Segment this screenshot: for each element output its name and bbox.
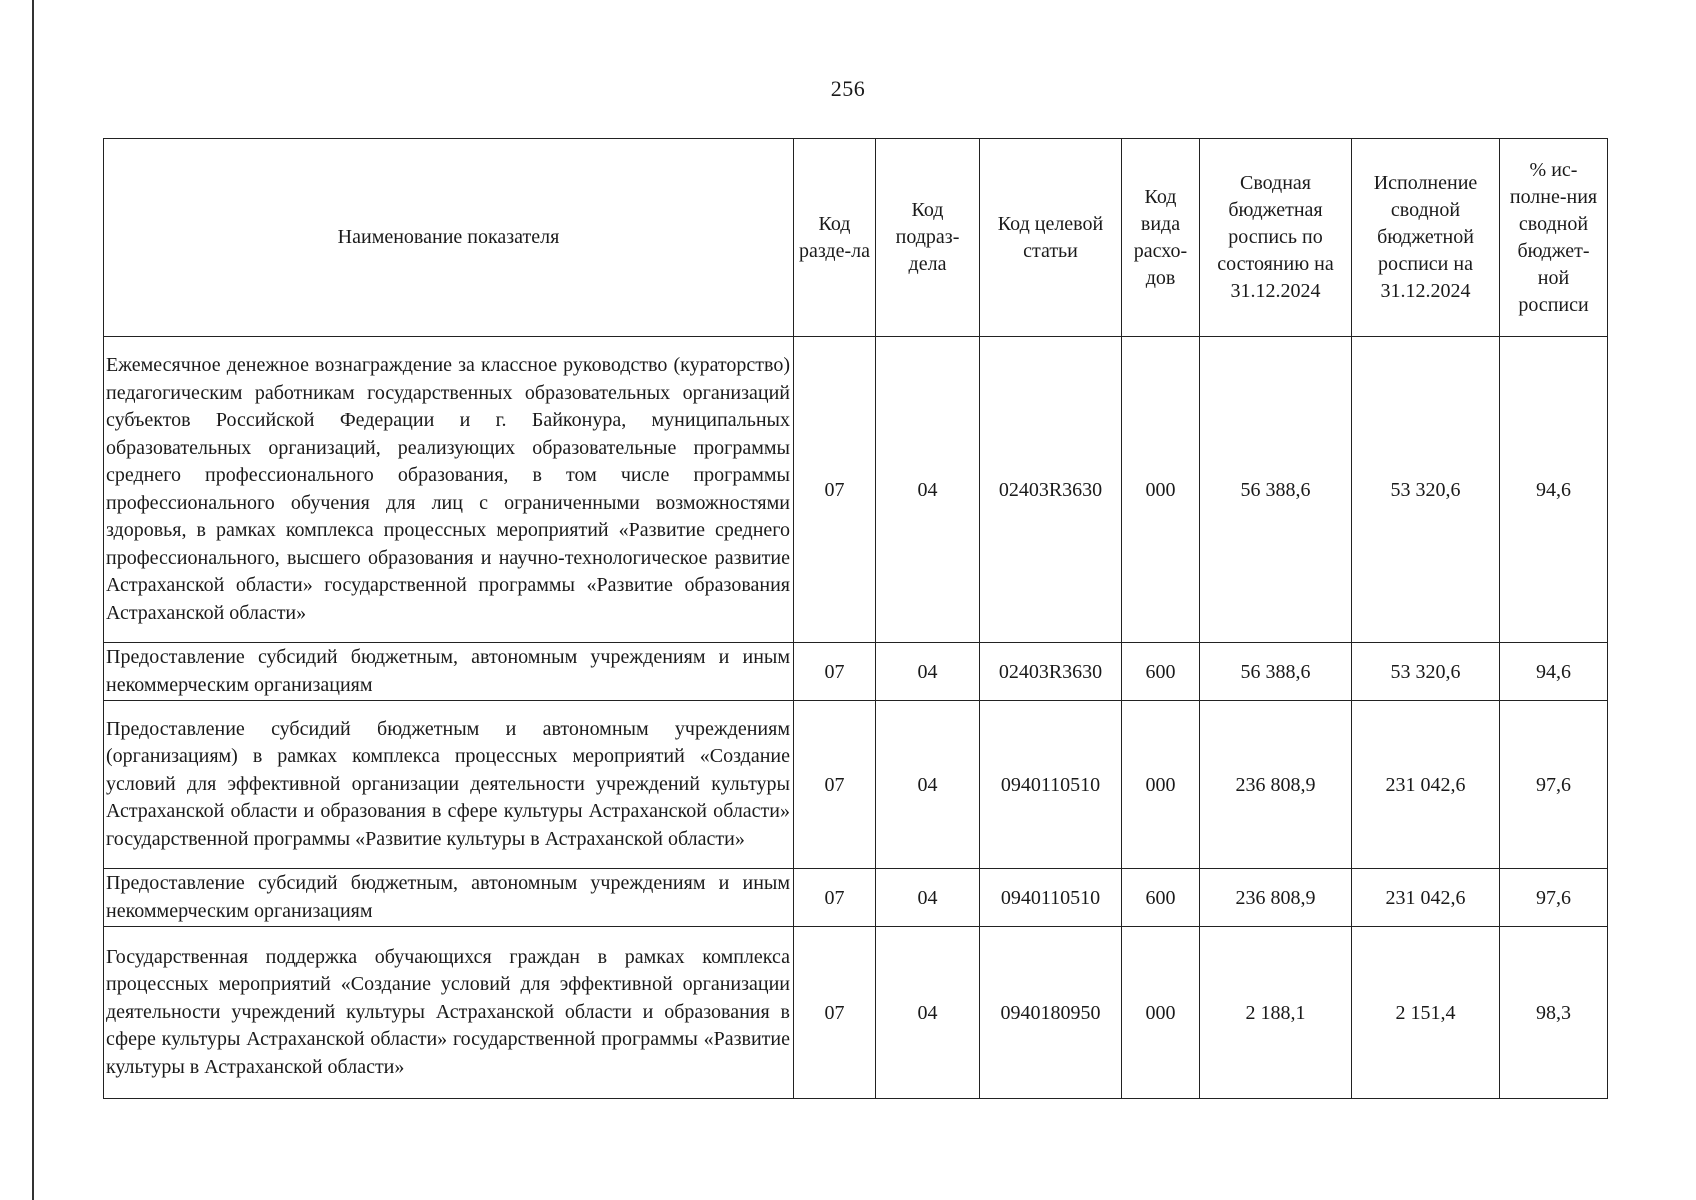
row-target-article: 0940110510 xyxy=(980,701,1122,869)
row-section: 07 xyxy=(794,337,876,643)
page-number: 256 xyxy=(830,76,866,101)
row-subsection: 04 xyxy=(876,643,980,701)
row-subsection: 04 xyxy=(876,337,980,643)
row-execution: 231 042,6 xyxy=(1352,701,1500,869)
table-row xyxy=(104,927,1608,1099)
row-subsection: 04 xyxy=(876,869,980,927)
row-target-article: 0940180950 xyxy=(980,927,1122,1099)
header-execution-percent: % ис-полне-ния сводной бюджет-ной росписи xyxy=(1500,139,1608,337)
row-section: 07 xyxy=(794,643,876,701)
row-budget: 56 388,6 xyxy=(1200,337,1352,643)
row-subsection: 04 xyxy=(876,701,980,869)
row-execution: 53 320,6 xyxy=(1352,337,1500,643)
row-percent: 94,6 xyxy=(1500,643,1608,701)
row-target-article: 02403R3630 xyxy=(980,337,1122,643)
row-section: 07 xyxy=(794,869,876,927)
table-row xyxy=(104,701,1608,869)
table-row xyxy=(104,869,1608,927)
header-target-article-code: Код целевой статьи xyxy=(980,139,1122,337)
row-percent: 97,6 xyxy=(1500,869,1608,927)
row-name: Предоставление субсидий бюджетным, автономным учреждениям и иным некоммерческим организациям xyxy=(104,643,794,701)
row-budget: 236 808,9 xyxy=(1200,701,1352,869)
row-subsection: 04 xyxy=(876,927,980,1099)
row-target-article: 0940110510 xyxy=(980,869,1122,927)
row-execution: 53 320,6 xyxy=(1352,643,1500,701)
row-expense-type: 000 xyxy=(1122,701,1200,869)
budget-table xyxy=(103,138,1608,1099)
header-indicator-name: Наименование показателя xyxy=(104,139,794,337)
header-section-code: Код разде-ла xyxy=(794,139,876,337)
page-binding-line xyxy=(32,0,34,1200)
header-budget-execution: Исполнение сводной бюджетной росписи на 31.12.2024 xyxy=(1352,139,1500,337)
row-percent: 97,6 xyxy=(1500,701,1608,869)
table-header-row xyxy=(104,139,1608,337)
row-name: Предоставление субсидий бюджетным, автономным учреждениям и иным некоммерческим организациям xyxy=(104,869,794,927)
table-row xyxy=(104,337,1608,643)
row-expense-type: 000 xyxy=(1122,927,1200,1099)
row-budget: 2 188,1 xyxy=(1200,927,1352,1099)
row-name: Ежемесячное денежное вознаграждение за классное руководство (кураторство) педагогическим работникам государственных образовательных организаций субъектов Российской Федерации и г. Байконура, муниципальных образовательных организаций, реализующих образовательные программы среднего профессионального образования, в том числе программы профессионального обучения для лиц с ограниченными возможностями здоровья, в рамках комплекса процессных мероприятий «Развитие среднего профессионального, высшего образования и научно-технологическое развитие Астраханской области» государственной программы «Развитие образования Астраханской области» xyxy=(104,337,794,643)
row-expense-type: 000 xyxy=(1122,337,1200,643)
row-execution: 231 042,6 xyxy=(1352,869,1500,927)
row-expense-type: 600 xyxy=(1122,869,1200,927)
row-section: 07 xyxy=(794,701,876,869)
row-execution: 2 151,4 xyxy=(1352,927,1500,1099)
row-expense-type: 600 xyxy=(1122,643,1200,701)
header-budget-schedule: Сводная бюджетная роспись по состоянию на 31.12.2024 xyxy=(1200,139,1352,337)
header-expense-type-code: Код вида расхо-дов xyxy=(1122,139,1200,337)
row-percent: 98,3 xyxy=(1500,927,1608,1099)
header-subsection-code: Код подраз-дела xyxy=(876,139,980,337)
row-percent: 94,6 xyxy=(1500,337,1608,643)
row-target-article: 02403R3630 xyxy=(980,643,1122,701)
row-budget: 56 388,6 xyxy=(1200,643,1352,701)
row-section: 07 xyxy=(794,927,876,1099)
row-name: Государственная поддержка обучающихся граждан в рамках комплекса процессных мероприятий «Создание условий для эффективной организации деятельности учреждений культуры Астраханской области и образования в сфере культуры Астраханской области» государственной программы «Развитие культуры в Астраханской области» xyxy=(104,927,794,1099)
row-name: Предоставление субсидий бюджетным и автономным учреждениям (организациям) в рамках комплекса процессных мероприятий «Создание условий для эффективной организации деятельности учреждений культуры Астраханской области и образования в сфере культуры Астраханской области» государственной программы «Развитие культуры в Астраханской области» xyxy=(104,701,794,869)
table-row xyxy=(104,643,1608,701)
row-budget: 236 808,9 xyxy=(1200,869,1352,927)
